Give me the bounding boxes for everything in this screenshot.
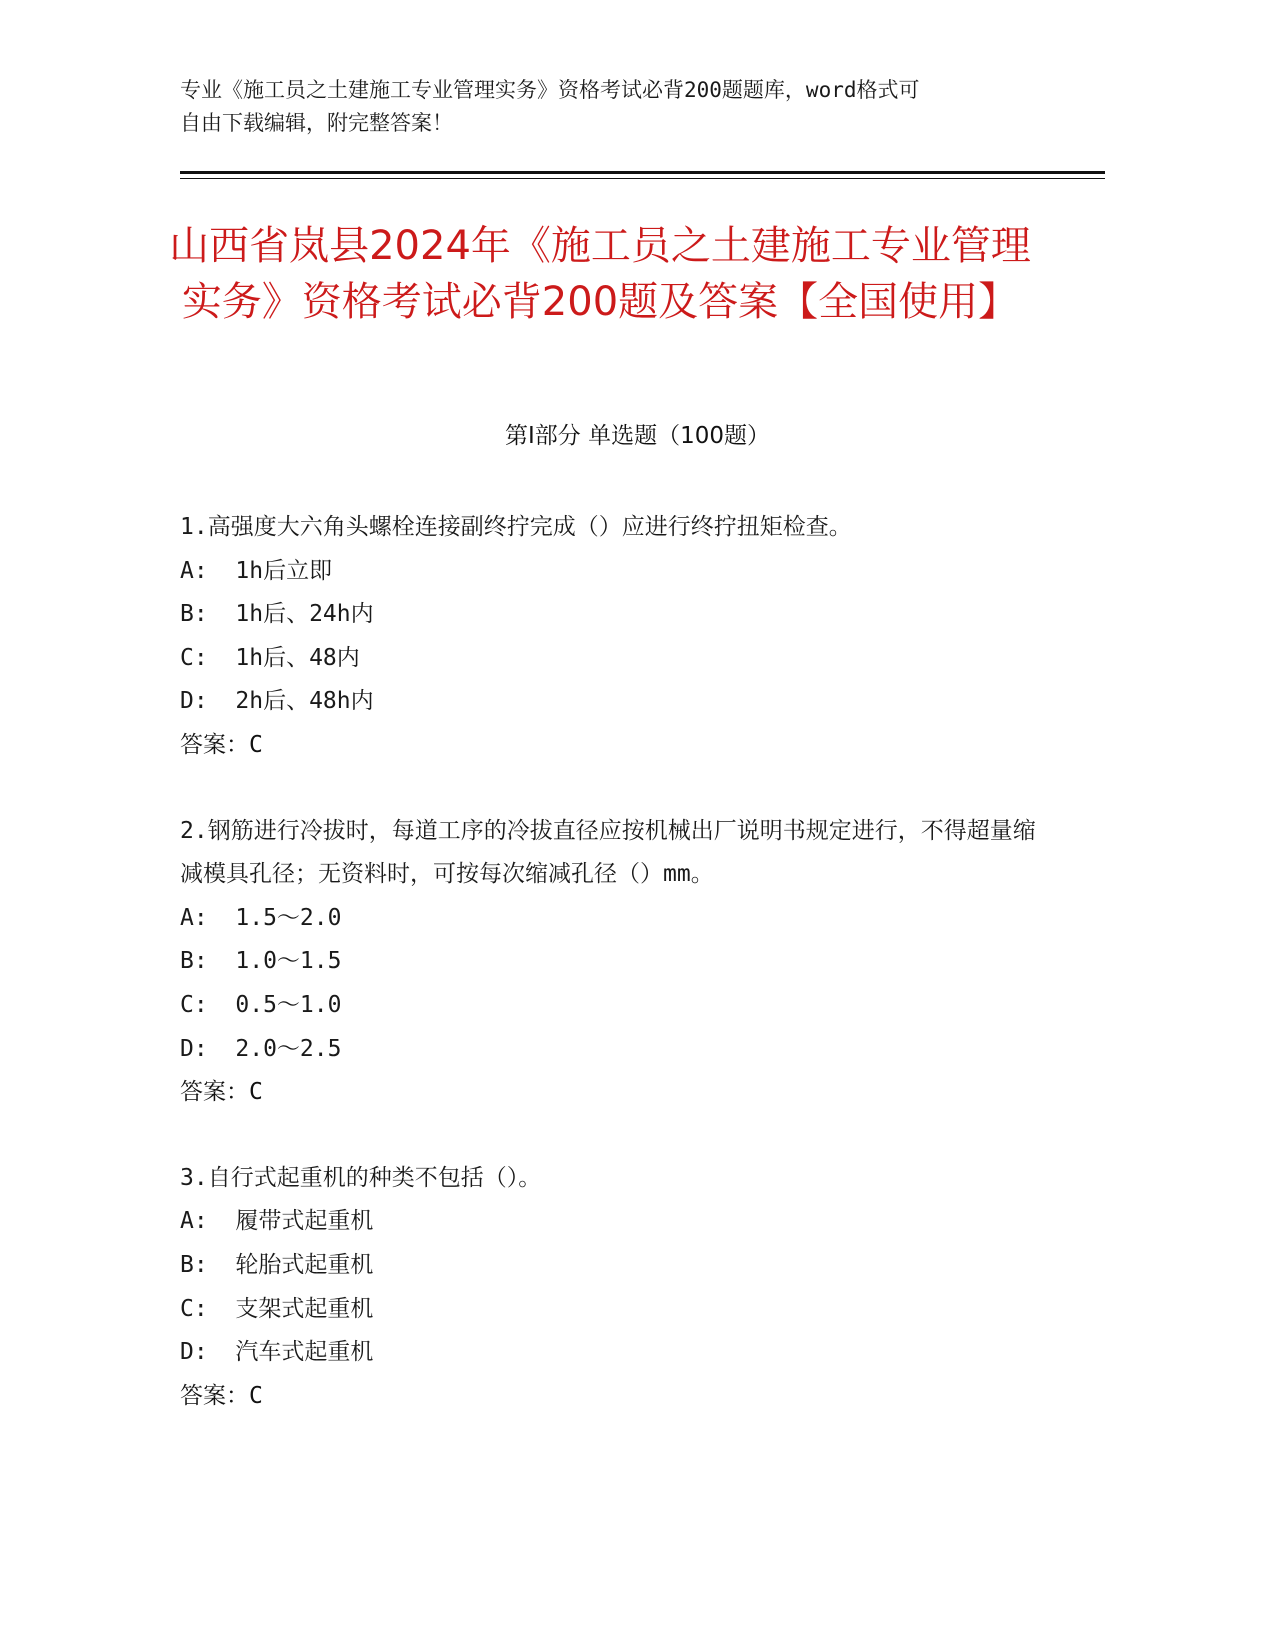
question-item [180, 810, 1040, 1115]
question-text: 1.高强度大六角头螺栓连接副终拧完成（）应进行终拧扭矩检查。 [180, 514, 852, 540]
option-a: A: 1.5～2.0 [180, 904, 342, 931]
header-divider-thin [180, 178, 1105, 179]
document-header-note: 专业《施工员之土建施工专业管理实务》资格考试必背200题题库，word格式可 自由下载编辑，附完整答案！ [180, 78, 920, 135]
option-c: C: 1h后、48内 [180, 644, 360, 671]
question-item [180, 506, 1040, 768]
answer: 答案：C [180, 1382, 263, 1409]
question-text: 3.自行式起重机的种类不包括（）。 [180, 1164, 542, 1191]
option-d: D: 汽车式起重机 [180, 1339, 374, 1366]
question-list [180, 506, 1040, 1460]
option-b: B: 1h后、24h内 [180, 601, 374, 628]
document-title: 山西省岚县2024年《施工员之土建施工专业管理实务》资格考试必背200题及答案【全国使用】 [169, 223, 1031, 325]
answer: 答案：C [180, 731, 263, 758]
option-d: D: 2h后、48h内 [180, 688, 374, 715]
answer: 答案：C [180, 1079, 263, 1106]
option-a: A: 1h后立即 [180, 557, 333, 584]
option-b: B: 1.0～1.5 [180, 948, 342, 975]
option-c: C: 支架式起重机 [180, 1295, 374, 1322]
question-item [180, 1157, 1040, 1419]
option-b: B: 轮胎式起重机 [180, 1251, 374, 1278]
section-heading: 第Ⅰ部分 单选题（100题） [505, 423, 770, 449]
header-divider-thick [180, 171, 1105, 174]
question-text: 2.钢筋进行冷拔时，每道工序的冷拔直径应按机械出厂说明书规定进行，不得超量缩减模具孔径；无资料时，可按每次缩减孔径（）mm。 [180, 817, 1036, 888]
option-c: C: 0.5～1.0 [180, 991, 342, 1018]
option-d: D: 2.0～2.5 [180, 1035, 342, 1062]
option-a: A: 履带式起重机 [180, 1208, 374, 1235]
